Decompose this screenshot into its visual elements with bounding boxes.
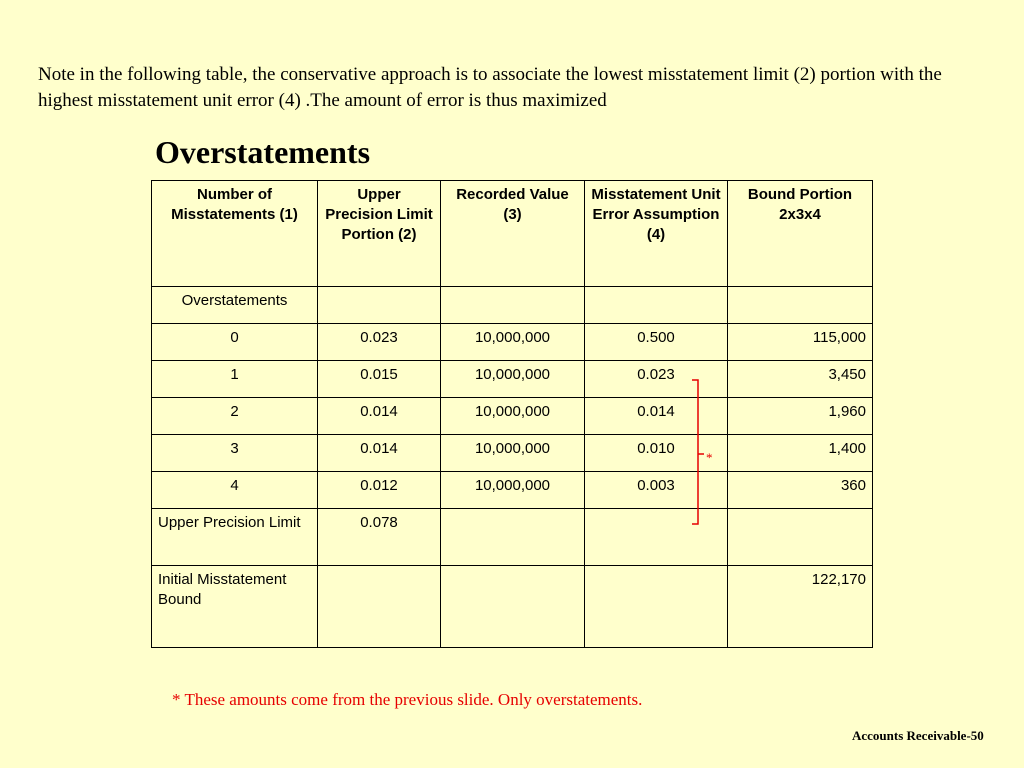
footnote: * These amounts come from the previous slide. Only overstatements. bbox=[172, 690, 643, 709]
table-cell: 0.014 bbox=[585, 398, 728, 435]
table-cell: 1,400 bbox=[728, 435, 873, 472]
table-cell: 10,000,000 bbox=[441, 361, 585, 398]
table-cell: 0.012 bbox=[318, 472, 441, 509]
header-row bbox=[152, 181, 873, 287]
table-cell: 0 bbox=[152, 324, 318, 361]
table-cell: 0.014 bbox=[318, 398, 441, 435]
page-title: Overstatements bbox=[155, 134, 371, 170]
table-cell: 1,960 bbox=[728, 398, 873, 435]
table-cell: 0.014 bbox=[318, 435, 441, 472]
header-cell: Number of Misstatements (1) bbox=[152, 181, 318, 287]
table-row bbox=[152, 361, 873, 398]
upl-value: 0.078 bbox=[318, 509, 441, 566]
upper-precision-limit-row bbox=[152, 509, 873, 566]
table-cell: 0.023 bbox=[318, 324, 441, 361]
header-cell: Misstatement Unit Error Assumption (4) bbox=[585, 181, 728, 287]
table-cell: 0.023 bbox=[585, 361, 728, 398]
table-cell: 360 bbox=[728, 472, 873, 509]
imb-label: Initial Misstatement Bound bbox=[152, 566, 318, 648]
table-cell bbox=[441, 566, 585, 648]
page-label: Accounts Receivable-50 bbox=[852, 728, 984, 743]
upl-label: Upper Precision Limit bbox=[152, 509, 318, 566]
table-cell: 10,000,000 bbox=[441, 398, 585, 435]
initial-misstatement-bound-row bbox=[152, 566, 873, 648]
table-cell: 10,000,000 bbox=[441, 435, 585, 472]
table-cell bbox=[728, 509, 873, 566]
table-cell: 4 bbox=[152, 472, 318, 509]
header-cell: Upper Precision Limit Portion (2) bbox=[318, 181, 441, 287]
section-row bbox=[152, 287, 873, 324]
table-cell bbox=[585, 287, 728, 324]
table-cell: 0.500 bbox=[585, 324, 728, 361]
table-cell bbox=[441, 509, 585, 566]
table-cell bbox=[728, 287, 873, 324]
table-row bbox=[152, 398, 873, 435]
section-label: Overstatements bbox=[152, 287, 318, 324]
table-cell: 10,000,000 bbox=[441, 324, 585, 361]
table-cell: 0.010 bbox=[585, 435, 728, 472]
table-cell: 115,000 bbox=[728, 324, 873, 361]
table-row bbox=[152, 435, 873, 472]
table-cell bbox=[441, 287, 585, 324]
overstatements-table bbox=[151, 180, 873, 648]
header-cell: Bound Portion 2x3x4 bbox=[728, 181, 873, 287]
imb-value: 122,170 bbox=[728, 566, 873, 648]
table-cell bbox=[318, 566, 441, 648]
table-cell: 3 bbox=[152, 435, 318, 472]
table-cell: 1 bbox=[152, 361, 318, 398]
table-row bbox=[152, 472, 873, 509]
table-cell: 0.003 bbox=[585, 472, 728, 509]
bracket-asterisk: * bbox=[706, 450, 713, 465]
table-cell: 10,000,000 bbox=[441, 472, 585, 509]
table-cell: 0.015 bbox=[318, 361, 441, 398]
table-cell bbox=[318, 287, 441, 324]
intro-text: Note in the following table, the conservative approach is to associate the lowest misstatement limit (2) portion with the highest misstatement unit error (4) .The amount of error is thus maximized bbox=[38, 64, 942, 111]
table-cell: 3,450 bbox=[728, 361, 873, 398]
table-cell bbox=[585, 566, 728, 648]
bracket-line bbox=[692, 380, 698, 524]
bracket-annotation bbox=[690, 378, 730, 528]
header-cell: Recorded Value (3) bbox=[441, 181, 585, 287]
table-row bbox=[152, 324, 873, 361]
table-cell: 2 bbox=[152, 398, 318, 435]
